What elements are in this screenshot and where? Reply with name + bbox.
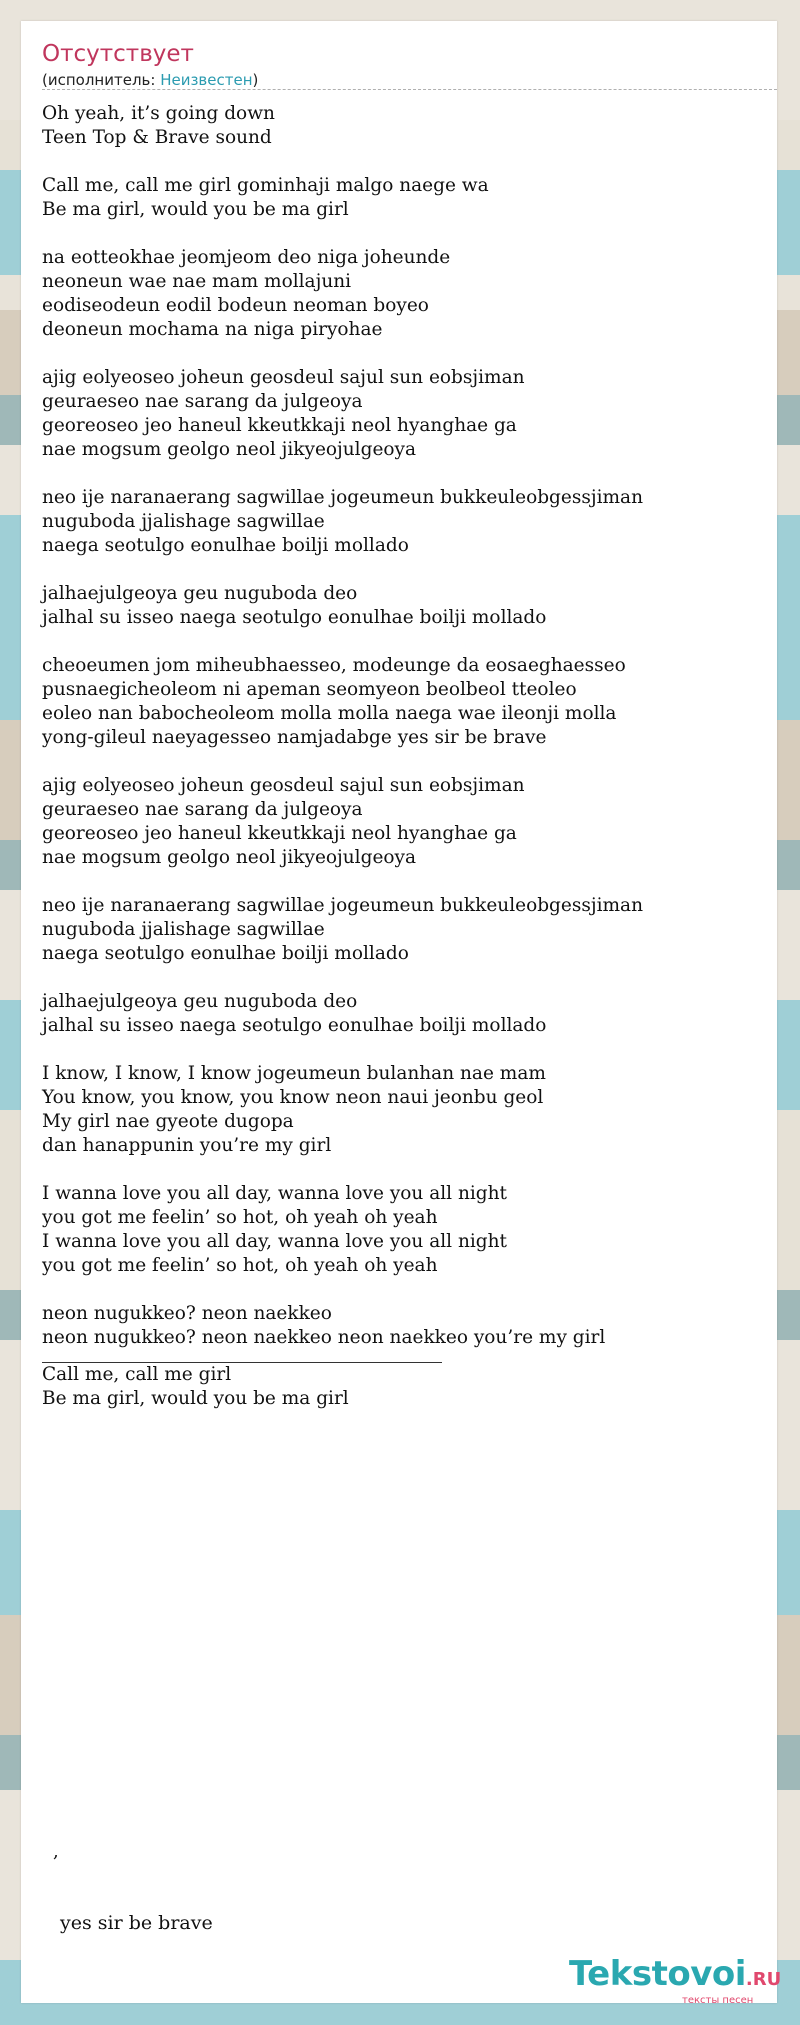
lyric-line: you got me feelin’ so hot, oh yeah oh yeah (42, 1207, 438, 1228)
lyrics-separator (42, 1350, 442, 1363)
lyric-line: nae mogsum geolgo neol jikyeojulgeoya (42, 847, 417, 868)
lyric-line: You know, you know, you know neon naui jeonbu geol (42, 1087, 544, 1108)
bottom-lyric-line: yes sir be brave (60, 1912, 213, 1934)
lyric-line: nuguboda jjalishage sagwillae (42, 511, 325, 532)
lyric-line: nuguboda jjalishage sagwillae (42, 919, 325, 940)
lyrics-body (42, 102, 762, 1411)
artist-prefix: (исполнитель: (42, 71, 161, 89)
lyric-line: na eotteokhae jeomjeom deo niga joheunde (42, 247, 451, 268)
title-divider (42, 89, 777, 90)
lyric-line: My girl nae gyeote dugopa (42, 1111, 294, 1132)
lyric-line: Be ma girl, would you be ma girl (42, 1388, 349, 1409)
lyric-line: jalhal su isseo naega seotulgo eonulhae boilji mollado (42, 1015, 547, 1036)
stanza-gap (42, 462, 762, 486)
lyric-line: jalhaejulgeoya geu nuguboda deo (42, 991, 358, 1012)
lyric-line: deoneun mochama na niga piryohae (42, 319, 383, 340)
lyric-line: dan hanappunin you’re my girl (42, 1135, 332, 1156)
stray-comma: , (53, 1841, 59, 1862)
lyric-line: Teen Top & Brave sound (42, 127, 272, 148)
lyric-line: geuraeseo nae sarang da julgeoya (42, 799, 363, 820)
lyric-line: Call me, call me girl (42, 1364, 232, 1385)
lyric-line: eoleo nan babocheoleom molla molla naega wae ileonji molla (42, 703, 617, 724)
stanza-gap (42, 222, 762, 246)
lyric-line: neon nugukkeo? neon naekkeo neon naekkeo you’re my girl (42, 1327, 606, 1348)
stanza-gap (42, 750, 762, 774)
lyric-line: pusnaegicheoleom ni apeman seomyeon beolbeol tteoleo (42, 679, 577, 700)
lyric-line: ajig eolyeoseo joheun geosdeul sajul sun eobsjiman (42, 367, 525, 388)
lyric-line: Be ma girl, would you be ma girl (42, 199, 349, 220)
lyric-line: ajig eolyeoseo joheun geosdeul sajul sun eobsjiman (42, 775, 525, 796)
lyric-line: I know, I know, I know jogeumeun bulanhan nae mam (42, 1063, 546, 1084)
artist-line (42, 71, 258, 89)
lyric-line: jalhaejulgeoya geu nuguboda deo (42, 583, 358, 604)
lyric-line: jalhal su isseo naega seotulgo eonulhae boilji mollado (42, 607, 547, 628)
lyric-line: Call me, call me girl gominhaji malgo naege wa (42, 175, 489, 196)
artist-suffix: ) (252, 71, 259, 89)
lyric-line: geuraeseo nae sarang da julgeoya (42, 391, 363, 412)
stanza-gap (42, 1158, 762, 1182)
lyric-line: neon nugukkeo? neon naekkeo (42, 1303, 332, 1324)
content-card (21, 21, 782, 2006)
stanza-gap (42, 966, 762, 990)
stanza-gap (42, 1038, 762, 1062)
logo-text: Tekstovoi (569, 1954, 746, 1994)
song-title: Отсутствует (42, 41, 194, 67)
lyric-line: Oh yeah, it’s going down (42, 103, 275, 124)
logo-tagline: тексты песен (682, 1995, 754, 2006)
stanza-gap (42, 342, 762, 366)
artist-link[interactable]: Неизвестен (160, 71, 253, 89)
stanza-gap (42, 1278, 762, 1302)
stanza-gap (42, 870, 762, 894)
lyric-line: I wanna love you all day, wanna love you all night (42, 1231, 507, 1252)
lyric-line: I wanna love you all day, wanna love you all night (42, 1183, 507, 1204)
logo-tld: .RU (745, 1969, 782, 1990)
lyric-line: nae mogsum geolgo neol jikyeojulgeoya (42, 439, 417, 460)
lyric-line: naega seotulgo eonulhae boilji mollado (42, 943, 409, 964)
site-logo[interactable] (569, 1954, 782, 2006)
stanza-gap (42, 630, 762, 654)
lyric-line: cheoeumen jom miheubhaesseo, modeunge da eosaeghaesseo (42, 655, 626, 676)
lyric-line: yong-gileul naeyagesseo namjadabge yes sir be brave (42, 727, 547, 748)
lyric-line: naega seotulgo eonulhae boilji mollado (42, 535, 409, 556)
lyric-line: georeoseo jeo haneul kkeutkkaji neol hyanghae ga (42, 823, 517, 844)
lyric-line: eodiseodeun eodil bodeun neoman boyeo (42, 295, 429, 316)
stanza-gap (42, 558, 762, 582)
stanza-gap (42, 150, 762, 174)
lyric-line: neo ije naranaerang sagwillae jogeumeun bukkeuleobgessjiman (42, 895, 643, 916)
lyric-line: neo ije naranaerang sagwillae jogeumeun bukkeuleobgessjiman (42, 487, 643, 508)
lyric-line: georeoseo jeo haneul kkeutkkaji neol hyanghae ga (42, 415, 517, 436)
lyric-line: you got me feelin’ so hot, oh yeah oh yeah (42, 1255, 438, 1276)
lyric-line: neoneun wae nae mam mollajuni (42, 271, 352, 292)
